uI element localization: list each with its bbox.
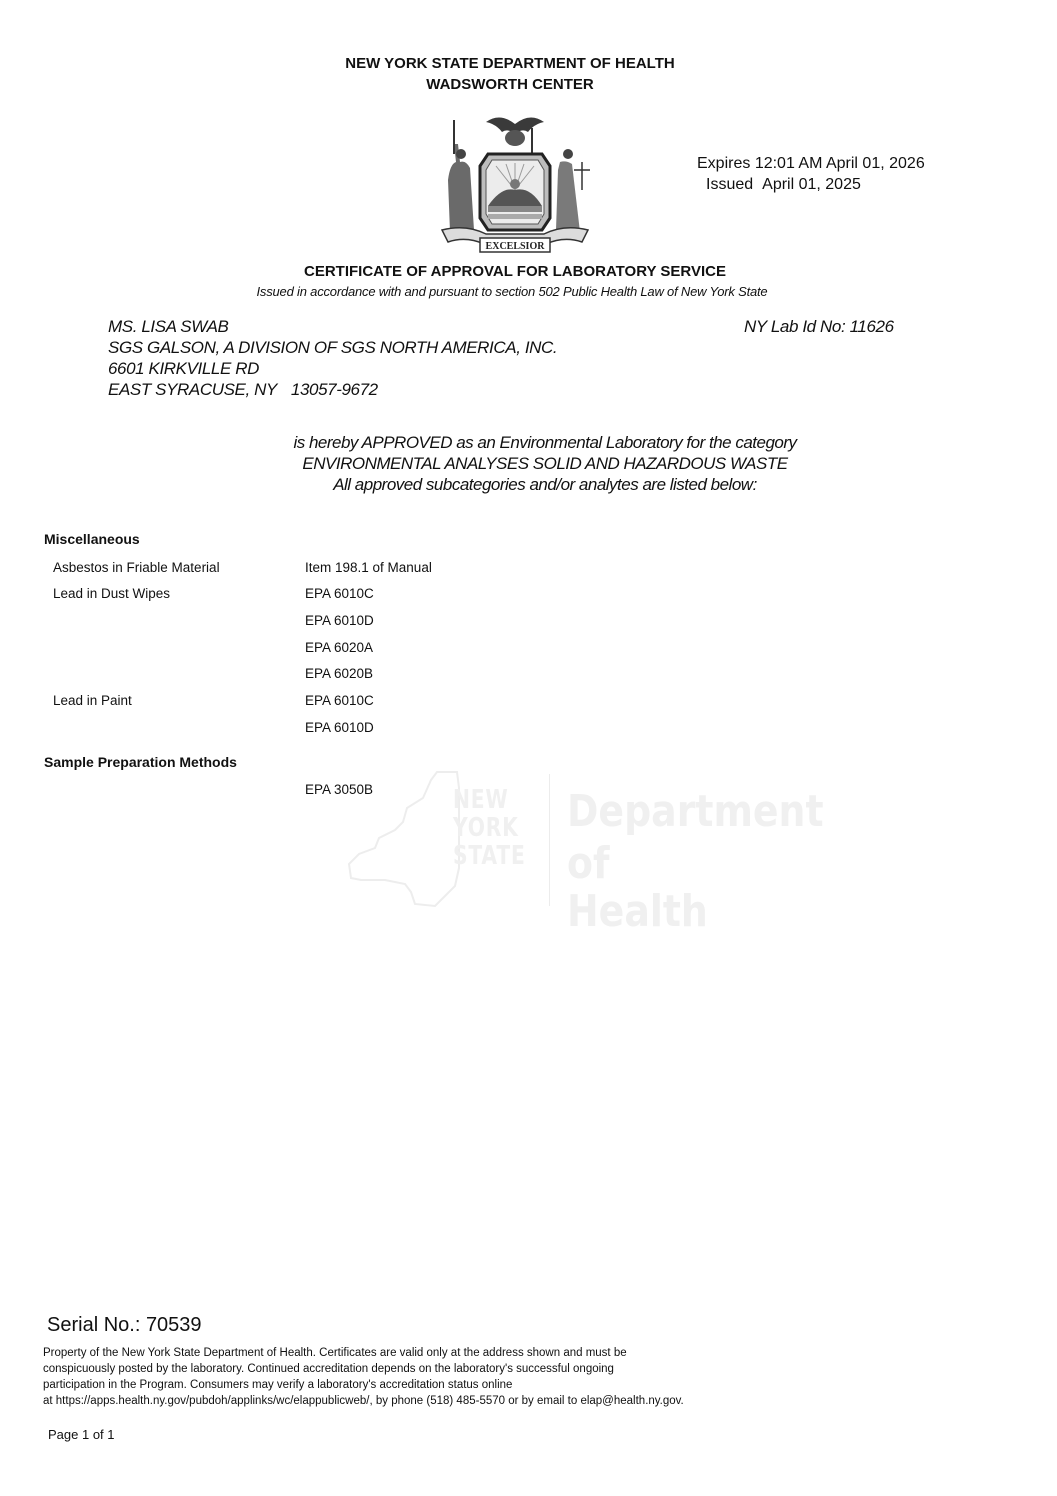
svg-text:EXCELSIOR: EXCELSIOR (485, 241, 545, 252)
issue-date (706, 175, 861, 195)
recipient-street: 6601 KIRKVILLE RD (108, 359, 260, 378)
method-value: EPA 6010C (305, 693, 374, 708)
approval-statement: is hereby APPROVED as an Environmental Laboratory for the category (293, 433, 797, 452)
new-york-state-seal-icon (436, 110, 594, 256)
method-value: EPA 6010D (305, 613, 374, 628)
issued-value: April 01, 2025 (762, 176, 861, 193)
method-value: EPA 6010C (305, 586, 374, 601)
watermark-divider (549, 774, 550, 906)
serial-value: 70539 (145, 1314, 202, 1336)
header-department: NEW YORK STATE DEPARTMENT OF HEALTH (345, 55, 675, 72)
disclaimer-line: conspicuously posted by the laboratory. Continued accreditation depends on the laboratory's successful ongoing (43, 1363, 614, 1375)
serial-label: Serial No.: (47, 1314, 141, 1336)
certificate-subtitle: Issued in accordance with and pursuant to section 502 Public Health Law of New York State (256, 284, 768, 299)
disclaimer-line: Property of the New York State Department of Health. Certificates are valid only at the address shown and must be (43, 1347, 627, 1359)
method-value: EPA 3050B (305, 782, 374, 797)
expires-label: Expires (697, 155, 751, 172)
recipient-zip: 13057-9672 (290, 380, 378, 399)
expiration-date (697, 154, 925, 174)
method-value: EPA 6020A (305, 640, 374, 655)
recipient-organization: SGS GALSON, A DIVISION OF SGS NORTH AMERICA, INC. (108, 338, 558, 357)
recipient-city-state: EAST SYRACUSE, NY (108, 380, 277, 399)
approval-category: ENVIRONMENTAL ANALYSES SOLID AND HAZARDOUS WASTE (302, 454, 788, 473)
serial-number (47, 1313, 202, 1337)
lab-id-value: 11626 (849, 317, 894, 336)
section-heading-sample-preparation: Sample Preparation Methods (44, 754, 237, 770)
analyte-label: Lead in Paint (53, 693, 132, 708)
method-value: EPA 6020B (305, 666, 374, 681)
approval-note: All approved subcategories and/or analytes are listed below: (333, 475, 757, 494)
analyte-label: Lead in Dust Wipes (53, 586, 171, 601)
header-center: WADSWORTH CENTER (426, 76, 594, 93)
disclaimer-line: at https://apps.health.ny.gov/pubdoh/applinks/wc/elappublicweb/, by phone (518) 485-5570 or by email to elap@health.ny.gov. (43, 1395, 684, 1407)
issued-label: Issued (706, 176, 754, 193)
lab-id-label: NY Lab Id No: (744, 317, 846, 336)
recipient-name: MS. LISA SWAB (108, 317, 229, 336)
section-heading-miscellaneous: Miscellaneous (44, 531, 140, 547)
lab-id (744, 316, 894, 337)
method-value: Item 198.1 of Manual (305, 560, 432, 575)
new-york-state-outline-icon (345, 768, 545, 913)
recipient-city-zip (108, 379, 378, 400)
analyte-label: Asbestos in Friable Material (53, 560, 220, 575)
method-value: EPA 6010D (305, 720, 374, 735)
expires-value: 12:01 AM April 01, 2026 (754, 155, 925, 172)
disclaimer-line: participation in the Program. Consumers may verify a laboratory's accreditation status online (43, 1379, 513, 1391)
page-number: Page 1 of 1 (48, 1427, 115, 1442)
certificate-title: CERTIFICATE OF APPROVAL FOR LABORATORY SERVICE (304, 263, 726, 280)
department-of-health-watermark: NEW YORK STATE Department of Health (345, 768, 795, 913)
